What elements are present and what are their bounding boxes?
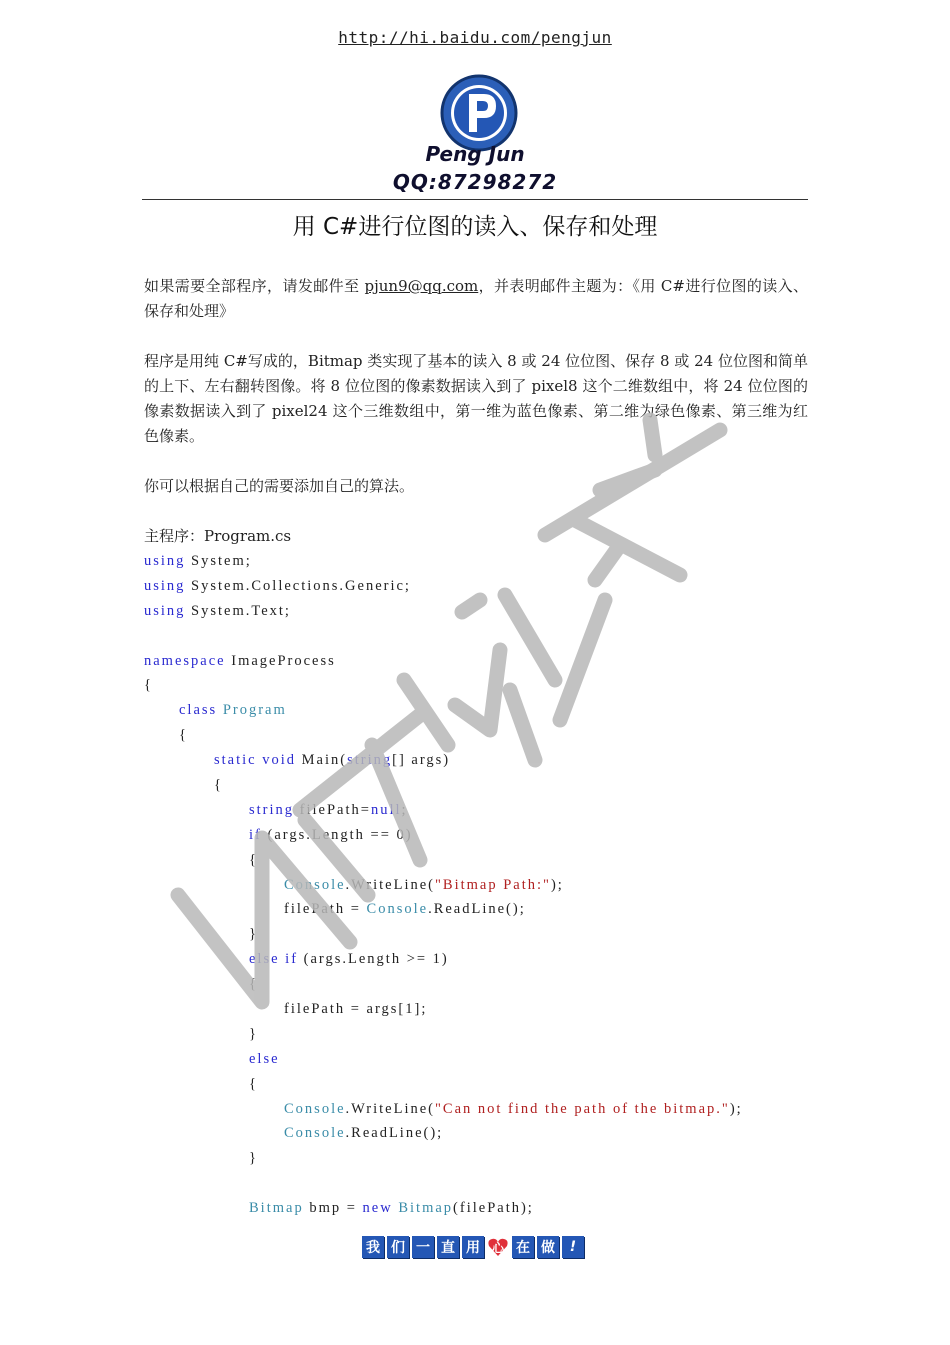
code-text: System; [185, 553, 252, 569]
code-string: "Can not find the path of the bitmap." [434, 1100, 730, 1117]
code-line [144, 673, 743, 698]
slogan-char: 在 [512, 1236, 534, 1258]
code-text: bmp = [303, 1200, 363, 1217]
logo-p-icon [440, 74, 518, 152]
code-text: filePath = args[1]; [284, 1001, 428, 1018]
code-keyword: using [144, 577, 186, 594]
code-line-blank [144, 624, 743, 649]
paragraph-text: ，并表明邮件主题为：《用 C#进行位图的读入、保存和处理》 [144, 277, 808, 320]
code-text: System.Collections.Generic; [185, 577, 411, 594]
code-keyword: static [214, 752, 257, 769]
code-text: Main( [296, 752, 348, 769]
code-type: Bitmap [398, 1200, 454, 1217]
code-keyword: string [249, 801, 295, 818]
code-line [144, 549, 743, 574]
code-text: { [179, 727, 188, 744]
code-text: .ReadLine(); [428, 901, 526, 918]
code-text: } [249, 926, 258, 943]
code-text: { [214, 777, 223, 794]
paragraph-note: 你可以根据自己的需要添加自己的算法。 [144, 477, 415, 495]
code-line [144, 848, 743, 873]
code-keyword: else if [249, 951, 299, 968]
code-line [144, 947, 743, 972]
code-text: .WriteLine( [345, 876, 435, 893]
paragraph-text: 如果需要全部程序，请发邮件至 [144, 277, 365, 295]
email-link[interactable]: pjun9@qq.com [364, 277, 479, 295]
code-text: System.Text; [185, 602, 291, 619]
code-text: (args.Length == 0) [261, 826, 413, 843]
code-text: { [249, 976, 258, 993]
code-line [144, 698, 743, 723]
code-line [144, 1022, 743, 1047]
code-line [144, 1047, 743, 1072]
code-keyword: class [179, 702, 218, 719]
code-keyword: if [249, 826, 262, 843]
code-line [144, 1097, 743, 1122]
slogan-char: 做 [537, 1236, 559, 1258]
code-line [144, 1146, 743, 1171]
heart-icon [487, 1236, 509, 1258]
code-text: { [144, 677, 153, 694]
code-keyword: void [262, 752, 297, 769]
logo-name: Peng Jun [425, 142, 525, 166]
code-line [144, 599, 743, 624]
code-text: (filePath); [453, 1200, 534, 1217]
slogan-char: 用 [462, 1236, 484, 1258]
slogan-char: 我 [362, 1236, 384, 1258]
code-type: Console [366, 901, 429, 918]
page-title: 用 C#进行位图的读入、保存和处理 [292, 214, 658, 240]
code-text: ); [550, 876, 564, 893]
code-line [144, 1072, 743, 1097]
code-string: "Bitmap Path:" [434, 876, 551, 893]
code-keyword: namespace [144, 652, 226, 669]
logo-qq: QQ:87298272 [392, 170, 558, 194]
slogan-char: ! [562, 1236, 584, 1258]
code-text: (args.Length >= 1) [298, 951, 449, 968]
code-text: filePath = [284, 901, 367, 918]
code-text: ; [401, 801, 408, 818]
code-type: Console [284, 876, 346, 893]
footer-slogan [362, 1235, 587, 1259]
code-line [144, 748, 743, 773]
code-keyword: using [144, 553, 186, 569]
code-keyword: else [249, 1050, 280, 1067]
paragraph-email [144, 274, 808, 324]
code-line [144, 773, 743, 798]
code-line [144, 649, 743, 674]
code-text: [] args) [392, 752, 451, 769]
header-url[interactable]: http://hi.baidu.com/pengjun [338, 28, 612, 47]
paragraph-description: 程序是用纯 C#写成的，Bitmap 类实现了基本的读入 8 或 24 位位图、保存 8 或 24 位位图和简单的上下、左右翻转图像。将 8 位位图的像素数据读入到了 pixel8 这个二维数组中，将 24 位位图的像素数据读入到了 pixel24 这个三维数组中，第一维为蓝色像素、第二维为绿色像素、第三维为红色像素。 [144, 352, 808, 445]
code-text: ); [729, 1100, 743, 1117]
code-line [144, 574, 743, 599]
slogan-char: 一 [412, 1236, 434, 1258]
code-text: { [249, 1075, 258, 1092]
code-type: Bitmap [249, 1200, 304, 1217]
header-divider [142, 199, 808, 200]
code-type: Program [222, 702, 287, 719]
code-text: .WriteLine( [345, 1100, 435, 1117]
slogan-char: 心 [491, 1240, 504, 1255]
slogan-char: 们 [387, 1236, 409, 1258]
slogan-char: 直 [437, 1236, 459, 1258]
code-line [144, 997, 743, 1022]
code-line [144, 823, 743, 848]
code-line [144, 1196, 743, 1221]
code-line-blank [144, 1171, 743, 1196]
code-line [144, 723, 743, 748]
code-line [144, 798, 743, 823]
paragraph-main-program: 主程序：Program.cs [144, 527, 292, 545]
code-type: Console [284, 1100, 346, 1117]
code-line [144, 1121, 743, 1146]
code-text: { [249, 851, 258, 868]
code-block [144, 549, 743, 1221]
code-keyword: string [347, 752, 393, 769]
code-type: Console [284, 1125, 346, 1142]
code-text: filePath= [294, 801, 371, 818]
code-text: ImageProcess [225, 652, 336, 669]
code-keyword: new [362, 1200, 393, 1217]
code-line [144, 897, 743, 922]
code-keyword: using [144, 602, 186, 619]
code-line [144, 922, 743, 947]
code-keyword: null [370, 801, 402, 818]
code-text: } [249, 1025, 258, 1042]
code-text: } [249, 1150, 258, 1167]
code-line [144, 873, 743, 898]
code-text: .ReadLine(); [345, 1125, 444, 1142]
code-line [144, 972, 743, 997]
